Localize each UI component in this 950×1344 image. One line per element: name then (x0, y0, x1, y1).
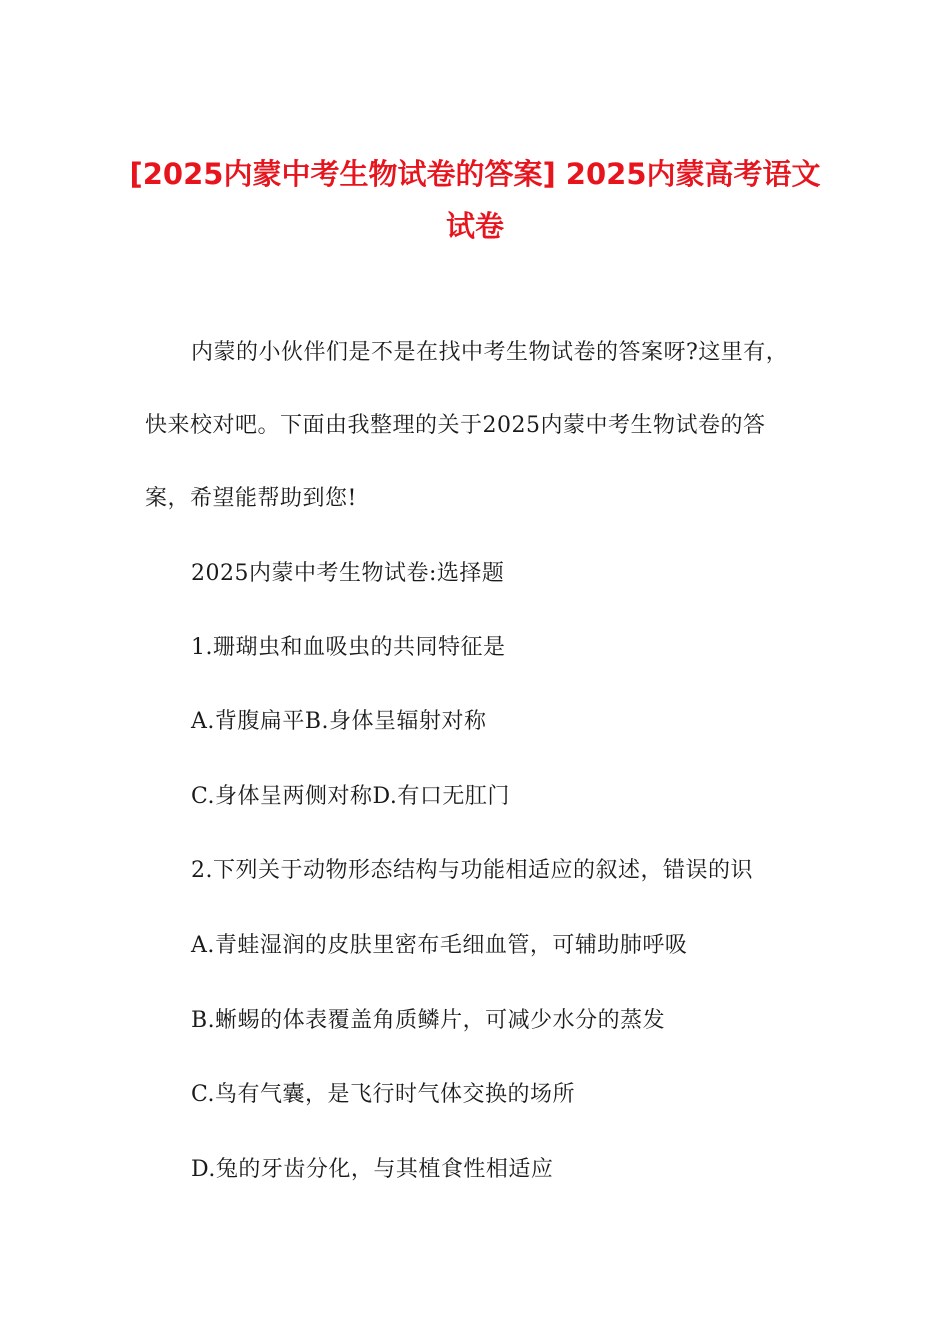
intro-line-1: 内蒙的小伙伴们是不是在找中考生物试卷的答案呀?这里有， (191, 340, 789, 365)
intro-line-2: 快来校对吧。下面由我整理的关于2025内蒙中考生物试卷的答 (145, 413, 766, 438)
question-1-stem: 1.珊瑚虫和血吸虫的共同特征是 (191, 635, 506, 660)
question-2-option-a: A.青蛙湿润的皮肤里密布毛细血管，可辅助肺呼吸 (191, 933, 688, 958)
question-2-option-b: B.蜥蜴的体表覆盖角质鳞片，可减少水分的蒸发 (191, 1008, 666, 1033)
section-heading: 2025内蒙中考生物试卷:选择题 (191, 561, 505, 586)
question-1-option-cd: C.身体呈两侧对称D.有口无肛门 (191, 784, 510, 809)
document-title: [2025内蒙中考生物试卷的答案] 2025内蒙高考语文试卷 (129, 157, 821, 243)
intro-line-3: 案，希望能帮助到您! (145, 486, 357, 511)
question-2-option-d: D.兔的牙齿分化，与其植食性相适应 (191, 1157, 554, 1182)
question-2-option-c: C.鸟有气囊，是飞行时气体交换的场所 (191, 1082, 576, 1107)
question-1-option-ab: A.背腹扁平B.身体呈辐射对称 (191, 709, 487, 734)
question-2-stem: 2.下列关于动物形态结构与功能相适应的叙述，错误的识 (191, 858, 753, 883)
